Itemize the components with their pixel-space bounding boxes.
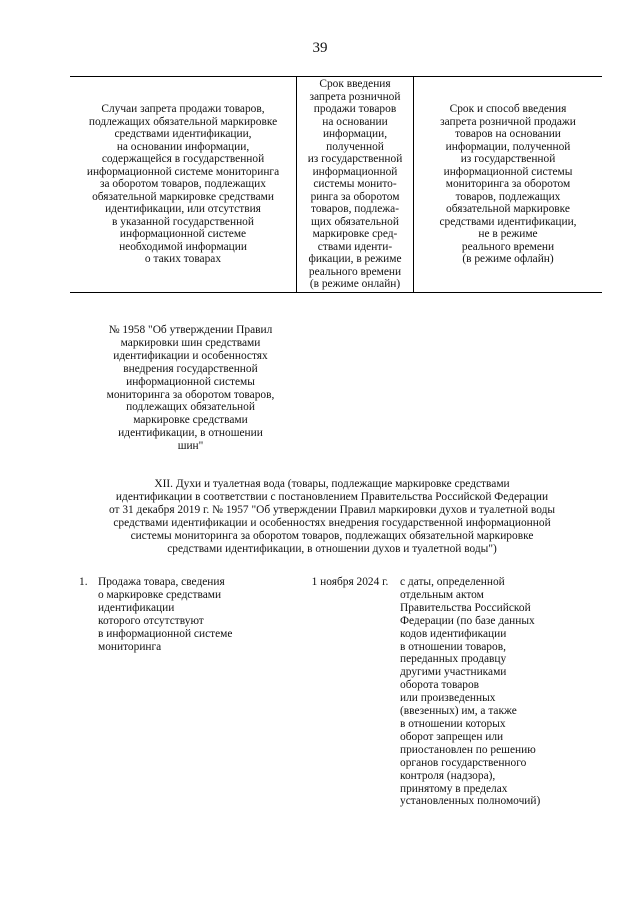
row-number: 1. [79, 576, 88, 588]
header-row [70, 77, 602, 293]
header-text-cases: Случаи запрета продажи товаров, подлежащих обязательной маркировке средствами идентификации, на основании информации, содержащейся в государственной информационной системе мониторинга за оборотом товаров, подлежащих обязательной маркировке средствами идентификации, или отсутствия в указанной государственной информационной системе необходимой информации о таких товарах [86, 103, 280, 265]
section-title: XII. Духи и туалетная вода (товары, подлежащие маркировке средствами идентификации в соответствии с постановлением Правительства Российской Федерации от 31 декабря 2019 г. № 1957 "Об утверждении Правил маркировки духов и туалетной воды средствами идентификации и особенностях внедрения государственной информационной системы мониторинга за оборотом товаров, подлежащих обязательной маркировке средствами идентификации, в отношении духов и туалетной воды") [108, 478, 556, 555]
page-number: 39 [312, 40, 328, 56]
header-cell-offline-term [414, 77, 603, 293]
header-cell-cases [70, 77, 297, 293]
row-offline-method: с даты, определенной отдельным актом Правительства Российской Федерации (по базе данных кодов идентификации в отношении товаров, переданных продавцу другими участниками оборота товаров или произведенных (ввезенных) им, а также в отношении которых оборот запрещен или приостановлен по решению органов государственного контроля (надзора), принятому в пределах установленных полномочий) [400, 576, 541, 808]
previous-section-tail: № 1958 "Об утверждении Правил маркировки шин средствами идентификации и особенностях внедрения государственной информационной системы мониторинга за оборотом товаров, подлежащих обязательной маркировке средствами идентификации, в отношении шин" [106, 324, 275, 453]
header-text-online-term: Срок введения запрета розничной продажи товаров на основании информации, полученной из государственной информационной системы монито- ринга за оборотом товаров, подлежа- щих обязательной маркировке сред- ствами иденти- фикации, в режиме реального времени (в режиме онлайн) [307, 78, 403, 290]
header-text-offline-term: Срок и способ введения запрета розничной продажи товаров на основании информации, полученной из государственной информационной системы мониторинга за оборотом товаров, подлежащих обязательной маркировке средствами идентификации, не в режиме реального времени (в режиме офлайн) [439, 103, 577, 265]
header-table [70, 76, 602, 293]
header-cell-online-term [297, 77, 414, 293]
row-online-date: 1 ноября 2024 г. [311, 576, 389, 588]
row-description: Продажа товара, сведения о маркировке средствами идентификации которого отсутствуют в информационной системе мониторинга [98, 576, 233, 653]
